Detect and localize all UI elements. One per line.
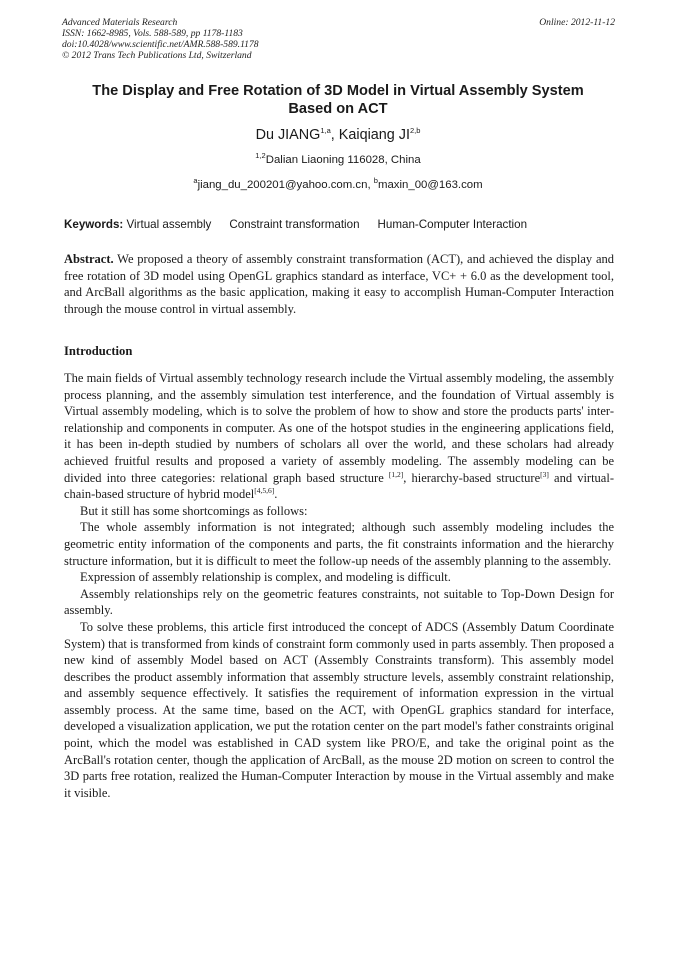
author-separator: ,: [330, 127, 339, 143]
online-date: Online: 2012-11-12: [539, 17, 615, 28]
email-a-marker: a: [193, 176, 198, 186]
keywords-label: Keywords:: [64, 218, 124, 231]
email-b-marker: b: [373, 176, 378, 186]
author-1-affil: 1,a: [320, 126, 331, 136]
intro-paragraph-3: The whole assembly information is not integrated; although such assembly modeling includes the geometric entity information of the components and parts, the fit constraints information and the hierarchy structure information, but it is difficult to meet the follow-up needs of the assembly planning to the assembly.: [64, 520, 614, 568]
keywords: [64, 218, 545, 232]
intro-paragraph-1: [64, 370, 614, 503]
intro-p1-mid1: , hierarchy-based structure: [403, 470, 541, 485]
title-line-2: Based on ACT: [288, 101, 388, 117]
paper-title: [62, 82, 614, 118]
intro-paragraph-4: Expression of assembly relationship is complex, and modeling is difficult.: [80, 570, 451, 585]
abstract: [64, 251, 614, 317]
intro-p1-end: .: [274, 487, 278, 502]
journal-doi: doi:10.4028/www.scientific.net/AMR.588-589.1178: [62, 39, 259, 50]
abstract-text: We proposed a theory of assembly constraint transformation (ACT), and achieved the display and free rotation of 3D model using OpenGL graphics standard as interface, VC+ + 6.0 as the development tool, and ArcBall algorithms as the basic application, making it easy to accomplish Human-Computer Interaction through the mouse control in virtual assembly.: [64, 252, 614, 316]
intro-p1-mid2: and virtual-chain-based structure of hybrid model: [64, 470, 614, 502]
title-line-1: The Display and Free Rotation of 3D Model in Virtual Assembly System: [92, 83, 584, 99]
journal-copyright: © 2012 Trans Tech Publications Ltd, Switzerland: [62, 50, 252, 61]
abstract-label: Abstract.: [64, 252, 114, 266]
intro-paragraph-5: Assembly relationships rely on the geometric features constraints, not suitable to Top-Down Design for assembly.: [64, 586, 614, 618]
author-2: Kaiqiang JI: [338, 127, 410, 143]
affiliation-text: Dalian Liaoning 116028, China: [265, 154, 421, 166]
author-list: [62, 126, 614, 144]
section-heading-introduction: Introduction: [64, 344, 133, 358]
citation-3: [3]: [540, 469, 549, 479]
intro-p1-text: The main fields of Virtual assembly technology research include the Virtual assembly modeling, the assembly process planning, and the assembly simulation test interference, and the foundation of Virtual assembly is Virtual assembly modeling, which is to solve the problem of how to show and store the products parts' inter-relationship and components in computer. As one of the hotspot studies in the engineering applications field, it has been in-depth studied by numbers of scholars all over the world, and these scholars had already achieved fruitful results and proposed a variety of assembly modeling. The assembly modeling can be divided into three categories: relational graph based structure: [64, 371, 614, 485]
email-a: jiang_du_200201@yahoo.com.cn,: [197, 179, 374, 191]
keyword-2: Constraint transformation: [229, 218, 360, 231]
author-emails: [62, 178, 614, 192]
intro-paragraph-6: To solve these problems, this article first introduced the concept of ADCS (Assembly Datum Coordinate System) that is transformed from kinds of constraint form commonly used in parts assembly. Then proposed a new kind of assembly Model based on ACT (Assembly Constraints transform). This assembly model describes the product assembly information that assembly structure levels, assembly constraint relationship, and assembly sequence effectively. It satisfies the requirement of information expression in the virtual assembly process. At the same time, based on the ACT, with OpenGL graphics standard for interface, developed a visualization application, we put the rotation center on the part model's father constraints original point, which the model was established in CAD system like PRO/E, and take the original point as the ArcBall's rotation center, though the application of ArcBall, as the mouse 2D motion on screen to control the 3D parts free rotation, realized the Human-Computer Interaction by mouse in the Virtual assembly and make it visible.: [64, 619, 614, 800]
citation-1-2: [1,2]: [388, 469, 404, 479]
introduction-body: [64, 370, 614, 801]
keyword-3: Human-Computer Interaction: [377, 218, 528, 231]
citation-4-5-6: [4,5,6]: [254, 486, 275, 495]
intro-paragraph-2: But it still has some shortcomings as follows:: [80, 503, 308, 518]
author-2-affil: 2,b: [409, 126, 421, 136]
journal-header: [62, 17, 259, 61]
affiliation-marker: 1,2: [255, 151, 266, 161]
journal-issn: ISSN: 1662-8985, Vols. 588-589, pp 1178-1183: [62, 28, 243, 39]
affiliation: [62, 153, 614, 167]
journal-name: Advanced Materials Research: [62, 17, 178, 28]
keyword-1: Virtual assembly: [126, 218, 212, 231]
author-1: Du JIANG: [255, 127, 321, 143]
email-b: maxin_00@163.com: [377, 179, 483, 191]
